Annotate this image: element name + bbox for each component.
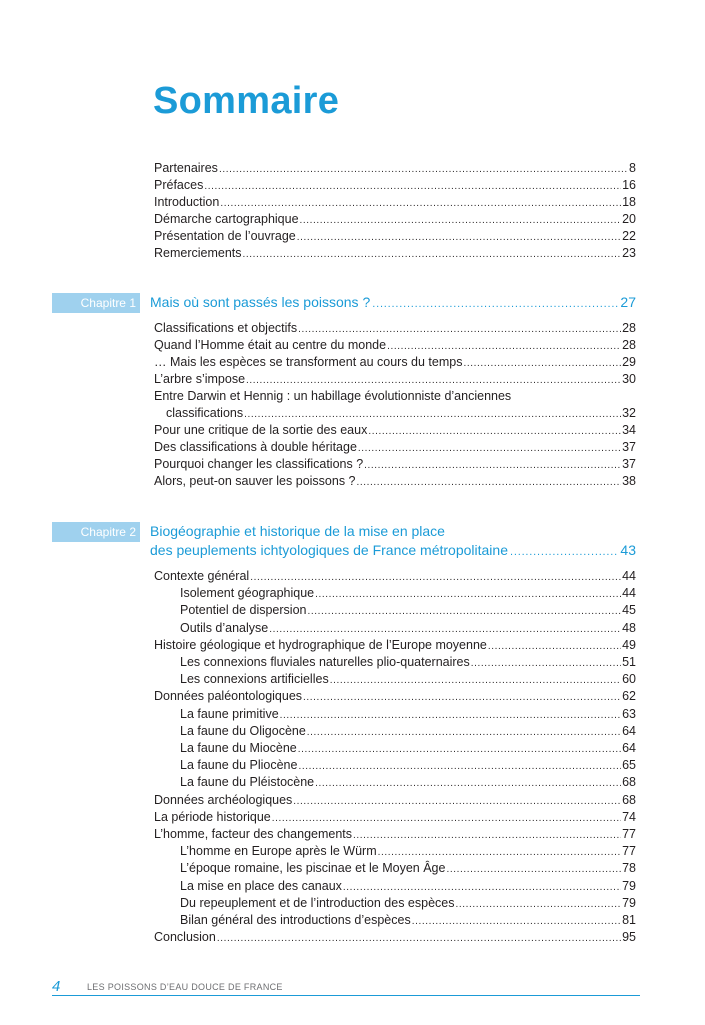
leader-dots	[204, 178, 621, 195]
page-title: Sommaire	[153, 80, 340, 122]
toc-entry-page: 68	[622, 775, 636, 790]
leader-dots	[315, 586, 621, 603]
toc-entry-label[interactable]: Entre Darwin et Hennig : un habillage évolutionniste d’anciennes	[154, 389, 512, 403]
toc-entry-label: La faune du Miocène	[180, 741, 297, 755]
toc-entry[interactable]	[154, 456, 636, 473]
toc-entry-label: Présentation de l’ouvrage	[154, 229, 296, 243]
leader-dots	[368, 423, 621, 440]
toc-entry[interactable]	[154, 245, 636, 262]
leader-dots	[307, 724, 621, 741]
toc-entry[interactable]	[154, 228, 636, 245]
toc-entry-page: 79	[622, 878, 636, 893]
leader-dots	[219, 161, 628, 178]
leader-dots	[217, 930, 621, 947]
toc-entry-page: 34	[622, 423, 636, 437]
toc-entry[interactable]	[180, 654, 636, 671]
toc-entry-page: 64	[622, 741, 636, 755]
chapter-2-heading[interactable]	[150, 522, 636, 562]
footer-divider	[52, 995, 640, 996]
leader-dots	[298, 321, 621, 338]
leader-dots	[463, 355, 621, 372]
toc-entry-label: Introduction	[154, 195, 220, 209]
toc-entry[interactable]	[180, 585, 636, 602]
toc-entry-page: 77	[622, 827, 636, 841]
toc-entry[interactable]	[154, 637, 636, 654]
chapter-2-title-line1: Biogéographie et historique de la mise en place	[150, 523, 445, 539]
toc-entry[interactable]	[154, 177, 636, 194]
toc-entry-label: Les connexions artificielles	[180, 672, 329, 687]
toc-entry[interactable]	[154, 688, 636, 705]
toc-entry[interactable]	[180, 671, 636, 688]
chapter-1-badge: Chapitre 1	[52, 293, 140, 313]
toc-entry-label: Remerciements	[154, 246, 242, 260]
leader-dots	[303, 689, 621, 706]
toc-entry[interactable]	[154, 568, 636, 585]
toc-entry[interactable]	[154, 792, 636, 809]
footer-book-title: LES POISSONS D’EAU DOUCE DE FRANCE	[87, 982, 283, 992]
toc-entry-label: La faune du Pliocène	[180, 758, 298, 773]
leader-dots	[455, 896, 621, 913]
toc-entry-page: 63	[622, 706, 636, 721]
toc-entry-page: 44	[622, 586, 636, 601]
toc-entry-label: Pour une critique de la sortie des eaux	[154, 423, 368, 437]
leader-dots	[372, 295, 618, 314]
chapter-1-title: Mais où sont passés les poissons ?	[150, 294, 371, 310]
toc-entry[interactable]	[154, 194, 636, 211]
toc-entry-page: 23	[622, 246, 636, 260]
toc-entry-page: 30	[622, 372, 636, 386]
chapter-2-title-line2: des peuplements ichtyologiques de France métropolitaine	[150, 542, 508, 558]
leader-dots	[298, 758, 621, 775]
toc-entry[interactable]	[154, 160, 636, 177]
toc-entry[interactable]	[180, 774, 636, 791]
toc-entry-page: 28	[622, 321, 636, 335]
toc-entry-label: La période historique	[154, 809, 271, 824]
leader-dots	[330, 672, 621, 689]
toc-entry[interactable]	[180, 757, 636, 774]
leader-dots	[343, 879, 621, 896]
leader-dots	[293, 793, 621, 810]
toc-entry[interactable]	[154, 826, 636, 843]
toc-entry-page: 28	[622, 338, 636, 352]
toc-entry[interactable]	[180, 843, 636, 860]
toc-entry-page: 49	[622, 637, 636, 652]
toc-entry[interactable]	[154, 473, 636, 490]
toc-entry[interactable]	[154, 929, 636, 946]
toc-entry-label: Démarche cartographique	[154, 212, 299, 226]
toc-entry-label: L’époque romaine, les piscinae et le Moyen Âge	[180, 861, 446, 876]
toc-entry-label: L’homme, facteur des changements	[154, 827, 353, 841]
toc-entry-page: 48	[622, 620, 636, 635]
leader-dots	[357, 474, 622, 491]
toc-entry-label: Potentiel de dispersion	[180, 603, 307, 618]
toc-entry-page: 44	[622, 569, 636, 583]
toc-entry[interactable]	[166, 405, 636, 422]
toc-entry[interactable]	[180, 620, 636, 637]
toc-entry-label: Alors, peut-on sauver les poissons ?	[154, 474, 356, 488]
toc-entry-page: 37	[622, 440, 636, 454]
toc-entry-page: 45	[622, 603, 636, 618]
toc-entry-label: La faune du Pléistocène	[180, 775, 315, 790]
toc-entry-label: Quand l’Homme était au centre du monde	[154, 338, 387, 352]
leader-dots	[269, 621, 621, 638]
toc-entry-label: Données archéologiques	[154, 792, 293, 807]
toc-entry[interactable]	[154, 422, 636, 439]
leader-dots	[471, 655, 621, 672]
leader-dots	[412, 913, 621, 930]
leader-dots	[510, 543, 618, 562]
toc-entry-page: 64	[622, 723, 636, 738]
leader-dots	[315, 775, 621, 792]
leader-dots	[358, 440, 621, 457]
toc-entry-label: L’homme en Europe après le Würm	[180, 844, 377, 859]
toc-entry-label: La faune primitive	[180, 706, 279, 721]
toc-entry-label: Données paléontologiques	[154, 689, 303, 704]
toc-entry-page: 32	[622, 406, 636, 420]
leader-dots	[298, 741, 621, 758]
leader-dots	[220, 195, 621, 212]
toc-entry-label: Histoire géologique et hydrographique de l’Europe moyenne	[154, 637, 487, 652]
toc-entry[interactable]	[154, 354, 636, 371]
leader-dots	[300, 212, 622, 229]
leader-dots	[244, 406, 621, 423]
toc-entry-page: 60	[622, 672, 636, 687]
leader-dots	[307, 603, 621, 620]
chapter-2-page: 43	[620, 542, 636, 558]
toc-entry-label: Partenaires	[154, 161, 218, 175]
toc-entry-label: Outils d’analyse	[180, 620, 269, 635]
toc-entry-page: 77	[622, 844, 636, 859]
toc-entry[interactable]	[154, 337, 636, 354]
toc-entry-page: 68	[622, 792, 636, 807]
chapter-2-badge: Chapitre 2	[52, 522, 140, 542]
leader-dots	[353, 827, 621, 844]
toc-entry-label: Classifications et objectifs	[154, 321, 298, 335]
footer-page-number: 4	[52, 978, 61, 995]
leader-dots	[387, 338, 621, 355]
toc-entry-label: La faune du Oligocène	[180, 723, 306, 738]
toc-entry[interactable]	[154, 320, 636, 337]
toc-entry[interactable]	[154, 371, 636, 388]
toc-entry-label: Du repeuplement et de l’introduction des espèces	[180, 895, 455, 910]
toc-entry-label: Contexte général	[154, 569, 250, 583]
leader-dots	[446, 861, 621, 878]
toc-entry-page: 65	[622, 758, 636, 773]
toc-entry[interactable]	[154, 439, 636, 456]
chapter-1-page: 27	[620, 294, 636, 310]
toc-entry-label: L’arbre s’impose	[154, 372, 246, 386]
toc-entry-label: Bilan général des introductions d’espèces	[180, 913, 411, 927]
toc-entry-page: 8	[629, 161, 636, 175]
leader-dots	[364, 457, 621, 474]
toc-entry-page: 74	[622, 809, 636, 824]
leader-dots	[280, 707, 621, 724]
toc-entry[interactable]	[180, 912, 636, 929]
leader-dots	[250, 569, 621, 586]
toc-entry[interactable]	[154, 809, 636, 826]
toc-entry-page: 16	[622, 178, 636, 192]
toc-entry[interactable]	[180, 602, 636, 619]
toc-entry-page: 37	[622, 457, 636, 471]
toc-entry[interactable]	[180, 740, 636, 757]
toc-entry-page: 95	[622, 930, 636, 945]
toc-entry-page: 29	[622, 355, 636, 369]
leader-dots	[488, 638, 621, 655]
toc-entry-label: Les connexions fluviales naturelles plio-quaternaires	[180, 655, 470, 669]
toc-entry-page: 51	[622, 655, 636, 669]
leader-dots	[243, 246, 622, 263]
toc-entry-continuation: classifications	[166, 406, 244, 420]
toc-entry-label: … Mais les espèces se transforment au cours du temps	[154, 355, 463, 369]
toc-entry-page: 20	[622, 212, 636, 226]
toc-entry[interactable]	[154, 211, 636, 228]
toc-entry-page: 79	[622, 895, 636, 910]
toc-entry-label: Conclusion	[154, 930, 216, 945]
toc-entry-label: Pourquoi changer les classifications ?	[154, 457, 364, 471]
leader-dots	[378, 844, 621, 861]
toc-entry-label: La mise en place des canaux	[180, 878, 342, 893]
toc-entry-page: 62	[622, 689, 636, 704]
toc-entry[interactable]	[180, 878, 636, 895]
chapter-1-heading[interactable]	[150, 293, 636, 314]
leader-dots	[272, 810, 621, 827]
toc-entry-label: Isolement géographique	[180, 586, 315, 601]
toc-entry[interactable]	[180, 723, 636, 740]
toc-entry[interactable]	[180, 706, 636, 723]
toc-entry-label: Préfaces	[154, 178, 204, 192]
toc-entry-label: Des classifications à double héritage	[154, 440, 357, 454]
toc-entry-page: 78	[622, 861, 636, 876]
leader-dots	[246, 372, 621, 389]
toc-entry-page: 81	[622, 913, 636, 927]
toc-entry[interactable]	[180, 895, 636, 912]
toc-entry-page: 38	[622, 474, 636, 488]
toc-entry-page: 18	[622, 195, 636, 209]
leader-dots	[297, 229, 621, 246]
toc-entry-page: 22	[622, 229, 636, 243]
toc-entry[interactable]	[180, 860, 636, 877]
